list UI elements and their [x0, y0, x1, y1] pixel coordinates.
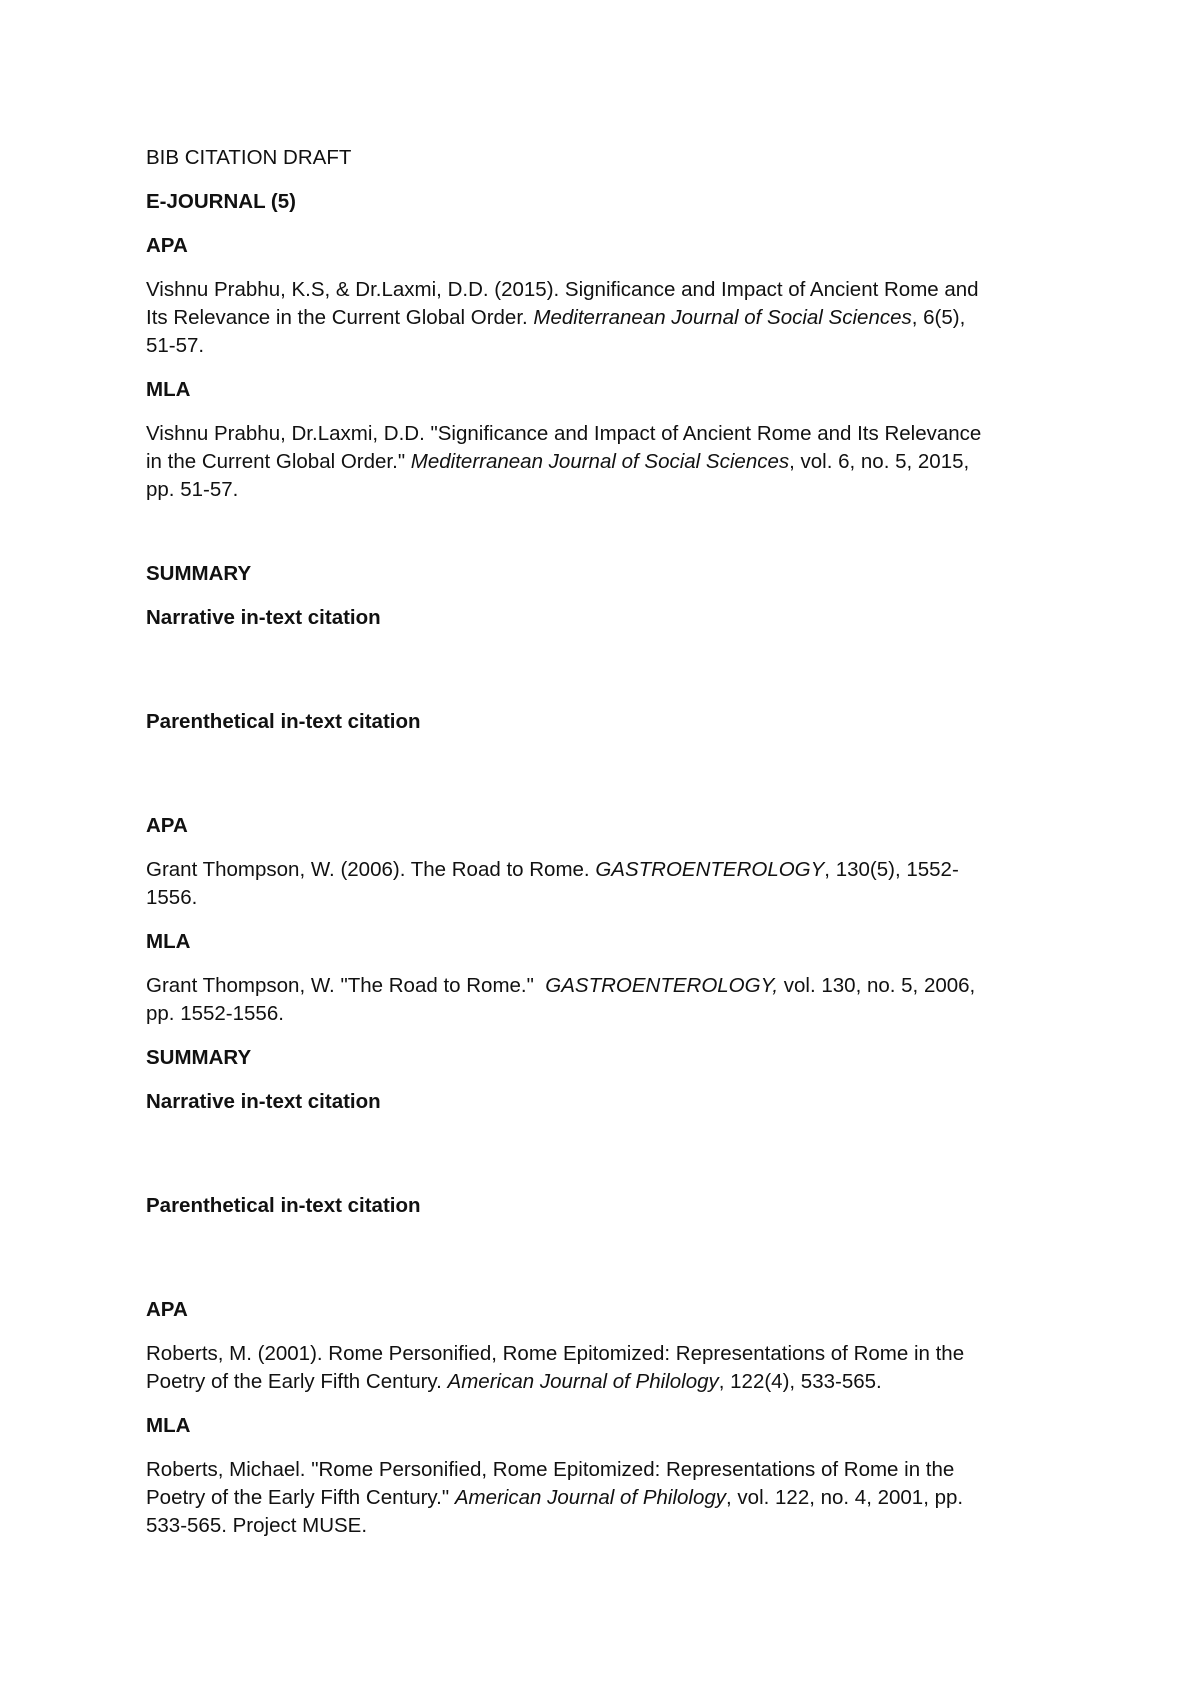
citation-text: in the Current Global Order."	[146, 450, 411, 473]
citation-text: vol. 130, no. 5, 2006,	[778, 974, 976, 997]
spacer	[146, 752, 1066, 812]
citation-text: , 130(5), 1552-	[824, 858, 959, 881]
citation-line	[146, 972, 1066, 1000]
entry2-parenthetical-heading: Parenthetical in-text citation	[146, 1194, 421, 1217]
citation-line	[146, 1368, 1066, 1396]
citation-line: 1556.	[146, 886, 198, 909]
journal-title: GASTROENTEROLOGY	[595, 858, 825, 881]
citation-text: Grant Thompson, W. (2006). The Road to Rome.	[146, 858, 596, 881]
entry1-mla-citation	[146, 420, 1066, 504]
entry1-apa-citation	[146, 276, 1066, 360]
entry1-narrative-heading: Narrative in-text citation	[146, 606, 381, 629]
spacer	[146, 520, 1066, 560]
citation-text: Its Relevance in the Current Global Order.	[146, 306, 534, 329]
citation-line: 533-565. Project MUSE.	[146, 1514, 368, 1537]
citation-text: Poetry of the Early Fifth Century.	[146, 1370, 448, 1393]
citation-text: , vol. 122, no. 4, 2001, pp.	[726, 1486, 964, 1509]
citation-line	[146, 856, 1066, 884]
citation-line	[146, 448, 1066, 476]
entry2-apa-heading: APA	[146, 814, 188, 837]
entry3-apa-citation	[146, 1340, 1066, 1396]
journal-title: GASTROENTEROLOGY,	[545, 974, 779, 997]
entry3-apa-heading: APA	[146, 1298, 188, 1321]
entry1-mla-heading: MLA	[146, 378, 191, 401]
spacer	[146, 1132, 1066, 1192]
document-title: BIB CITATION DRAFT	[146, 146, 352, 169]
citation-text: , 122(4), 533-565.	[718, 1370, 882, 1393]
section-heading: E-JOURNAL (5)	[146, 190, 296, 213]
citation-line	[146, 304, 1066, 332]
entry2-narrative-heading: Narrative in-text citation	[146, 1090, 381, 1113]
entry2-mla-citation	[146, 972, 1066, 1028]
entry2-summary-heading: SUMMARY	[146, 1046, 252, 1069]
citation-line	[146, 1484, 1066, 1512]
citation-line: pp. 1552-1556.	[146, 1002, 284, 1025]
entry2-apa-citation	[146, 856, 1066, 912]
citation-line: pp. 51-57.	[146, 478, 239, 501]
entry1-parenthetical-heading: Parenthetical in-text citation	[146, 710, 421, 733]
journal-title: Mediterranean Journal of Social Sciences	[410, 450, 790, 473]
journal-title: American Journal of Philology	[454, 1486, 727, 1509]
entry1-summary-heading: SUMMARY	[146, 562, 252, 585]
citation-line: Vishnu Prabhu, Dr.Laxmi, D.D. "Significance and Impact of Ancient Rome and Its Relevance	[146, 422, 982, 445]
citation-line: 51-57.	[146, 334, 205, 357]
entry3-mla-heading: MLA	[146, 1414, 191, 1437]
journal-title: Mediterranean Journal of Social Sciences	[533, 306, 912, 329]
citation-text: , vol. 6, no. 5, 2015,	[789, 450, 970, 473]
entry3-mla-citation	[146, 1456, 1066, 1540]
citation-line: Roberts, Michael. "Rome Personified, Rome Epitomized: Representations of Rome in the	[146, 1458, 955, 1481]
citation-line: Vishnu Prabhu, K.S, & Dr.Laxmi, D.D. (2015). Significance and Impact of Ancient Rome and	[146, 278, 979, 301]
journal-title: American Journal of Philology	[447, 1370, 719, 1393]
entry2-mla-heading: MLA	[146, 930, 191, 953]
document-page	[146, 144, 1066, 1556]
citation-text: , 6(5),	[911, 306, 966, 329]
citation-text: Grant Thompson, W. "The Road to Rome."	[146, 974, 546, 997]
spacer	[146, 1236, 1066, 1296]
spacer	[146, 648, 1066, 708]
citation-line: Roberts, M. (2001). Rome Personified, Rome Epitomized: Representations of Rome in the	[146, 1342, 965, 1365]
entry1-apa-heading: APA	[146, 234, 188, 257]
citation-text: Poetry of the Early Fifth Century."	[146, 1486, 455, 1509]
